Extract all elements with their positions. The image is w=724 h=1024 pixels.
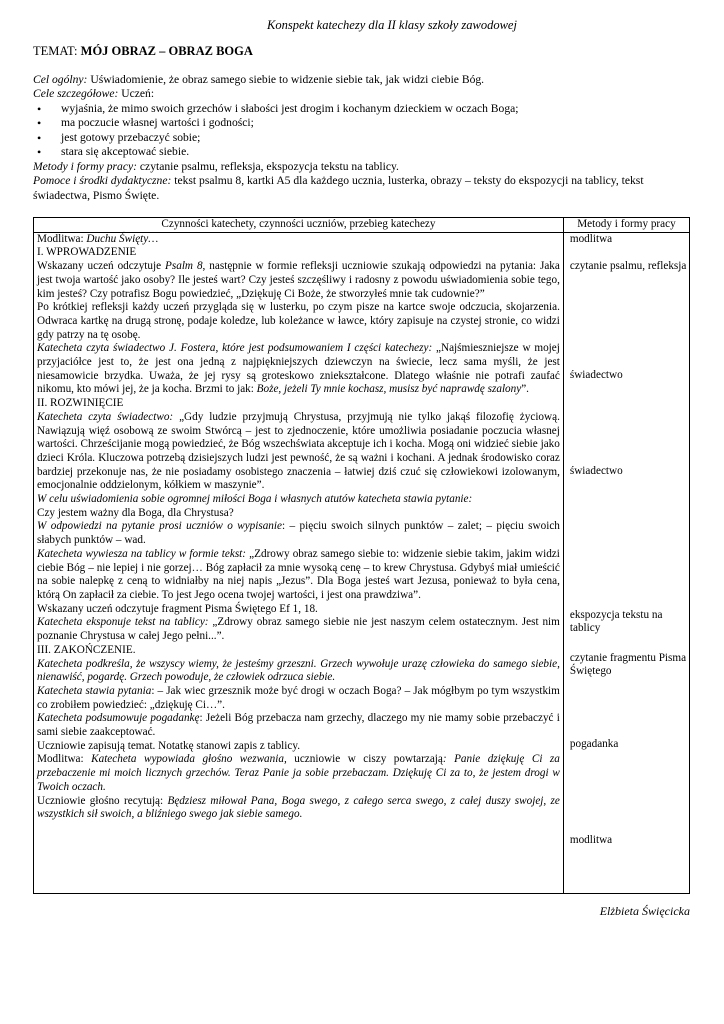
paragraph: Katecheta czyta świadectwo J. Fostera, które jest podsumowaniem I części katechezy: „Najśmieszniejsze w mojej przyjaciółce jest to, że jest ona jedną z najpiękniejszych dziewczyn na świecie, lecz sama myśli, że jest niesamowicie brzydka. Uważa, że jej rysy są groteskowo zniekształcone. Dlatego właśnie nie potrafi zaufać nikomu, kto mówi jej, że ja kocha. Brzmi to jak: Boże, jeżeli Ty mnie kochasz, musisz być naprawdę szalony”. bbox=[37, 342, 560, 396]
methods-text: czytanie psalmu, refleksja, ekspozycja tekstu na tablicy. bbox=[139, 159, 399, 173]
column-header-methods: Metody i formy pracy bbox=[563, 218, 689, 233]
method-label: czytanie psalmu, refleksja bbox=[569, 259, 687, 272]
method-label: modlitwa bbox=[569, 232, 613, 245]
paragraph: Katecheta wywiesza na tablicy w formie tekst: „Zdrowy obraz samego siebie to: widzenie siebie takim, jakim widzi ciebie Bóg – nie lepiej i nie gorzej… Bóg zapłacił za mnie wysoką cenę – to krew Chrystusa. Gdybyś miał umieścić na sobie nalepkę z ceną to widniałby na niej napis „Jezus”. Dla Boga jesteś wart Jezusa, ponieważ to była cena, którą On zapłacił za ciebie. To jest Jego ocena twojej wartości, i jest ona prawdziwa”. bbox=[37, 547, 560, 601]
section-heading-development: II. ROZWINIĘCIE bbox=[37, 397, 124, 410]
aids-label: Pomoce i środki dydaktyczne: bbox=[33, 174, 172, 187]
methods-label: Metody i formy pracy: bbox=[33, 159, 137, 173]
paragraph: Katecheta podsumowuje pogadankę: Jeżeli Bóg przebacza nam grzechy, dlaczego my nie mamy sobie przebaczyć i sami siebie zaakceptować. bbox=[37, 712, 560, 739]
paragraph: Katecheta stawia pytania: – Jak wiec grzesznik może być drogi w oczach Boga? – Jak mógłbym po tym wszystkim co zrobiłem powiedzieć: „dziękuję Ci…”. bbox=[37, 684, 560, 711]
paragraph: Katecheta eksponuje tekst na tablicy: „Zdrowy obraz samego siebie nie jest naszym celem ostatecznym. Jest nim poznanie Chrystusa w całej Jego pełni...”. bbox=[37, 616, 560, 643]
section-heading-conclusion: III. ZAKOŃCZENIE. bbox=[37, 643, 136, 656]
method-label: modlitwa bbox=[569, 833, 613, 846]
method-label: świadectwo bbox=[569, 464, 623, 477]
aids-text: tekst psalmu 8, kartki A5 dla każdego ucznia, lusterka, obrazy – teksty do ekspozycji na tablicy, tekst świadectwa, Pismo Święte. bbox=[33, 174, 644, 202]
list-item: • wyjaśnia, że mimo swoich grzechów i słabości jest drogim i kochanym dzieckiem w oczach Boga; bbox=[61, 102, 693, 117]
methods-cell bbox=[563, 232, 689, 893]
detailed-goals-intro: Uczeń: bbox=[121, 87, 155, 100]
paragraph: Katecheta czyta świadectwo: „Gdy ludzie przyjmują Chrystusa, przyjmują nie tylko jakąś filozofię życiową. Nawiązują więź osobową ze swoim Stwórcą – jest to zjednoczenie, które umożliwia posiadanie poczucia własnej wartości. Chrześcijanie mogą powiedzieć, że Bóg wszechświata akceptuje ich i kocha. Mogą oni widzieć siebie jako dzieci Króla. Kluczowa potrzebą dzisiejszych ludzi jest pewność, że są ważni i kochani. A jednak środowisko coraz bardziej przekonuje nas, że nie posiadamy osobistego znaczenia – łatwiej dziś czuć się człowiekowi izolowanym, emocjonalnie oddzielonym, kółkiem w maszynie”. bbox=[37, 410, 560, 492]
method-label: ekspozycja tekstu na tablicy bbox=[569, 608, 663, 635]
paragraph: W odpowiedzi na pytanie prosi uczniów o wypisanie: – pięciu swoich silnych punktów – zalet; – pięciu swoich słabych punktów – wad. bbox=[37, 520, 560, 547]
document-header: Konspekt katechezy dla II klasy szkoły zawodowej bbox=[267, 18, 517, 32]
paragraph: Po krótkiej refleksji każdy uczeń przygląda się w lusterku, po czym pisze na kartce swoje odczucia, skojarzenia. Odwraca kartkę na drugą stronę, podaje koledze, lub koleżance w ławce, który zapisuje na czystej stronie, co widzi gdy patrzy na tę osobę. bbox=[37, 301, 560, 341]
section-heading-intro: I. WPROWADZENIE bbox=[37, 246, 137, 259]
methods-column bbox=[567, 233, 686, 893]
paragraph: Uczniowie zapisują temat. Notatkę stanowi zapis z tablicy. bbox=[37, 739, 301, 752]
author-signature: Elżbieta Święcicka bbox=[599, 904, 690, 918]
general-goal-text: Uświadomienie, że obraz samego siebie to widzenie siebie tak, jak widzi ciebie Bóg. bbox=[90, 72, 485, 86]
lesson-plan-table bbox=[33, 217, 690, 894]
list-item: • ma poczucie własnej wartości i godności; bbox=[61, 116, 693, 131]
method-label: czytanie fragmentu Pisma Świętego bbox=[569, 651, 687, 678]
intro-section bbox=[33, 44, 693, 203]
topic-label: TEMAT: bbox=[33, 44, 78, 58]
paragraph: W celu uświadomienia sobie ogromnej miłości Boga i własnych atutów katecheta stawia pytanie: bbox=[37, 493, 473, 506]
paragraph: Katecheta podkreśla, że wszyscy wiemy, że jesteśmy grzeszni. Grzech wywołuje urazę człowieka do samego siebie, nienawiść, pogardę. Grzech powoduje, że człowiek odrzuca siebie. bbox=[37, 657, 560, 684]
general-goal bbox=[33, 73, 693, 88]
opening-prayer: Modlitwa: Duchu Święty… bbox=[37, 232, 159, 245]
paragraph: Czy jestem ważny dla Boga, dla Chrystusa? bbox=[37, 506, 234, 519]
method-label: świadectwo bbox=[569, 368, 623, 381]
paragraph: Modlitwa: Katecheta wypowiada głośno wezwania, uczniowie w ciszy powtarzają: Panie dziękuję Ci za przebaczenie mi moich licznych grzechów. Teraz Panie ja sobie przebaczam. Dziękuję Ci za to, że jestem drogi w Twoich oczach. bbox=[37, 753, 560, 793]
detailed-goals-label: Cele szczegółowe: bbox=[33, 87, 119, 100]
list-item: • stara się akceptować siebie. bbox=[61, 145, 693, 160]
topic-title: MÓJ OBRAZ – OBRAZ BOGA bbox=[80, 44, 253, 58]
paragraph: Wskazany uczeń odczytuje Psalm 8, następnie w formie refleksji uczniowie szukają odpowiedzi na pytania: Jaka jest twoja wartość jako osoby? Ile jesteś wart? Czy jesteś szczęśliwy i radosny z powodu uświadomienia sobie tego, kim jesteś? Czy potrafisz Bogu powiedzieć, „Dziękuję Ci Boże, że stworzyłeś mnie tak cudownie?” bbox=[37, 260, 560, 300]
table-header-row bbox=[34, 218, 690, 233]
activities-cell bbox=[34, 232, 564, 893]
list-item: • jest gotowy przebaczyć sobie; bbox=[61, 131, 693, 146]
general-goal-label: Cel ogólny: bbox=[33, 72, 88, 86]
topic-line bbox=[33, 44, 693, 59]
detailed-goals bbox=[33, 87, 693, 102]
paragraph: Wskazany uczeń odczytuje fragment Pisma Świętego Ef 1, 18. bbox=[37, 602, 318, 615]
aids-line bbox=[33, 174, 693, 203]
method-label: pogadanka bbox=[569, 737, 619, 750]
paragraph: Uczniowie głośno recytują: Będziesz miłował Pana, Boga swego, z całego serca swego, z całej duszy swojej, ze wszystkich sił swoich, a bliźniego swego jak siebie samego. bbox=[37, 794, 560, 821]
detailed-goals-list bbox=[33, 102, 693, 160]
methods-line bbox=[33, 160, 693, 175]
column-header-activities: Czynności katechety, czynności uczniów, przebieg katechezy bbox=[34, 218, 564, 233]
table-row bbox=[34, 232, 690, 893]
